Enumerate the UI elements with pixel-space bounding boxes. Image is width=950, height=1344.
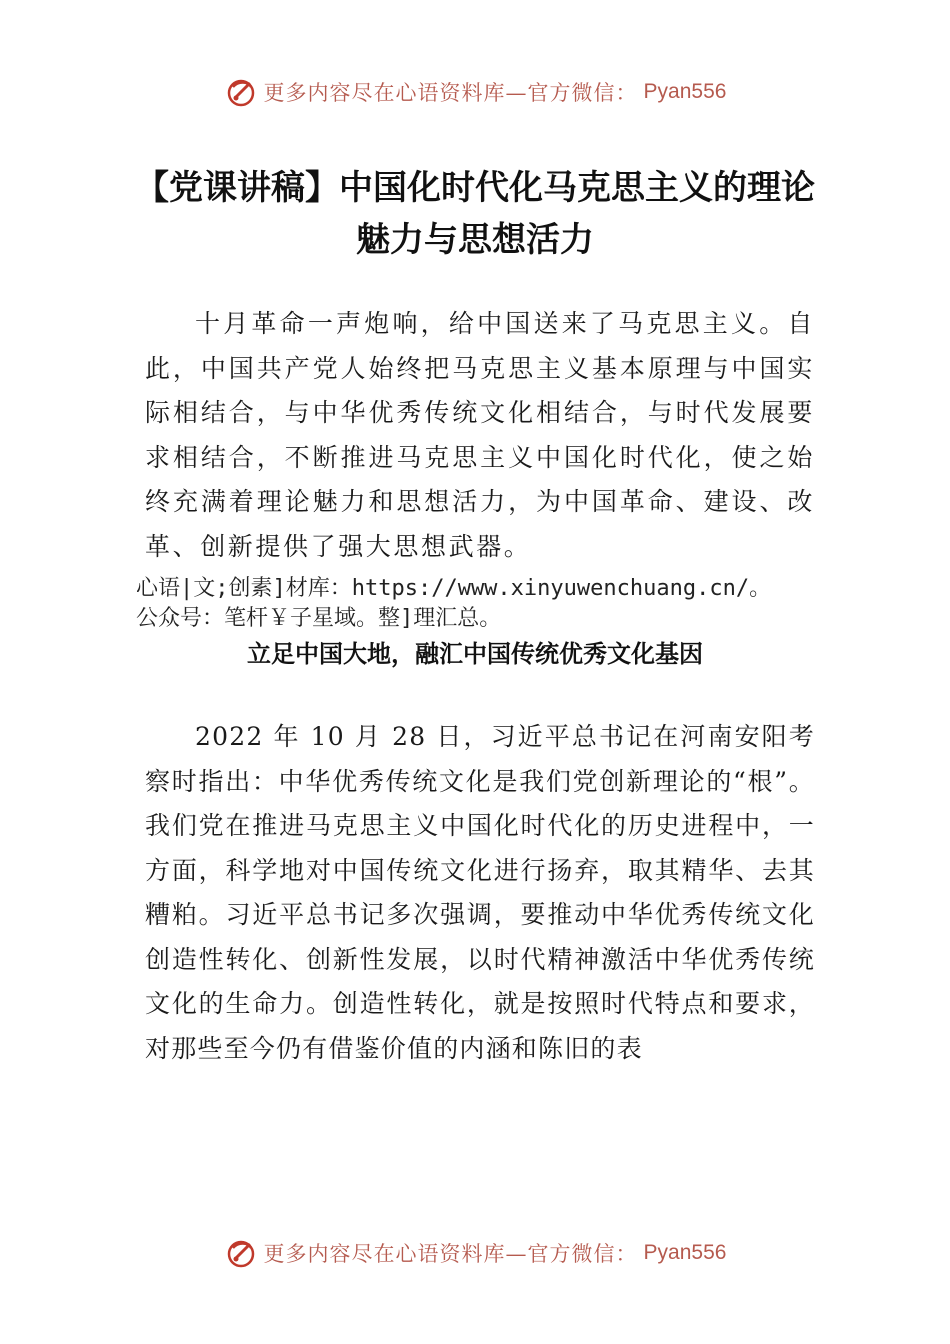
footer-wechat-id: Pyan556	[643, 1241, 727, 1264]
footer-banner	[0, 1233, 950, 1273]
logo-icon	[224, 75, 258, 109]
logo-icon	[224, 1236, 258, 1270]
watermark-line-1: 心语|文;创素]材库：https://www.xinyuwenchuang.cn/。	[136, 576, 772, 601]
footer-banner-text: 更多内容尽在心语资料库—官方微信：	[263, 1242, 638, 1266]
paragraph-2: 2022 年 10 月 28 日，习近平总书记在河南安阳考察时指出：中华优秀传统文化是我们党创新理论的“根”。我们党在推进马克思主义中国化时代化的历史进程中，一方面，科学地对中国传统文化进行扬弃，取其精华、去其糟粕。习近平总书记多次强调，要推动中华优秀传统文化创造性转化、创新性发展，以时代精神激活中华优秀传统文化的生命力。创造性转化，就是按照时代特点和要求，对那些至今仍有借鉴价值的内涵和陈旧的表	[145, 722, 815, 1063]
document-title: 【党课讲稿】中国化时代化马克思主义的理论魅力与思想活力	[135, 168, 815, 260]
section-heading: 立足中国大地，融汇中国传统优秀文化基因	[247, 640, 703, 668]
header-banner	[0, 72, 950, 112]
header-wechat-id: Pyan556	[643, 80, 727, 103]
paragraph-1: 十月革命一声炮响，给中国送来了马克思主义。自此，中国共产党人始终把马克思主义基本原理与中国实际相结合，与中华优秀传统文化相结合，与时代发展要求相结合，不断推进马克思主义中国化时代化，使之始终充满着理论魅力和思想活力，为中国革命、建设、改革、创新提供了强大思想武器。	[145, 309, 815, 561]
header-banner-text: 更多内容尽在心语资料库—官方微信：	[263, 81, 638, 105]
watermark-line-2: 公众号：笔杆￥子星域。整]理汇总。	[136, 606, 502, 631]
